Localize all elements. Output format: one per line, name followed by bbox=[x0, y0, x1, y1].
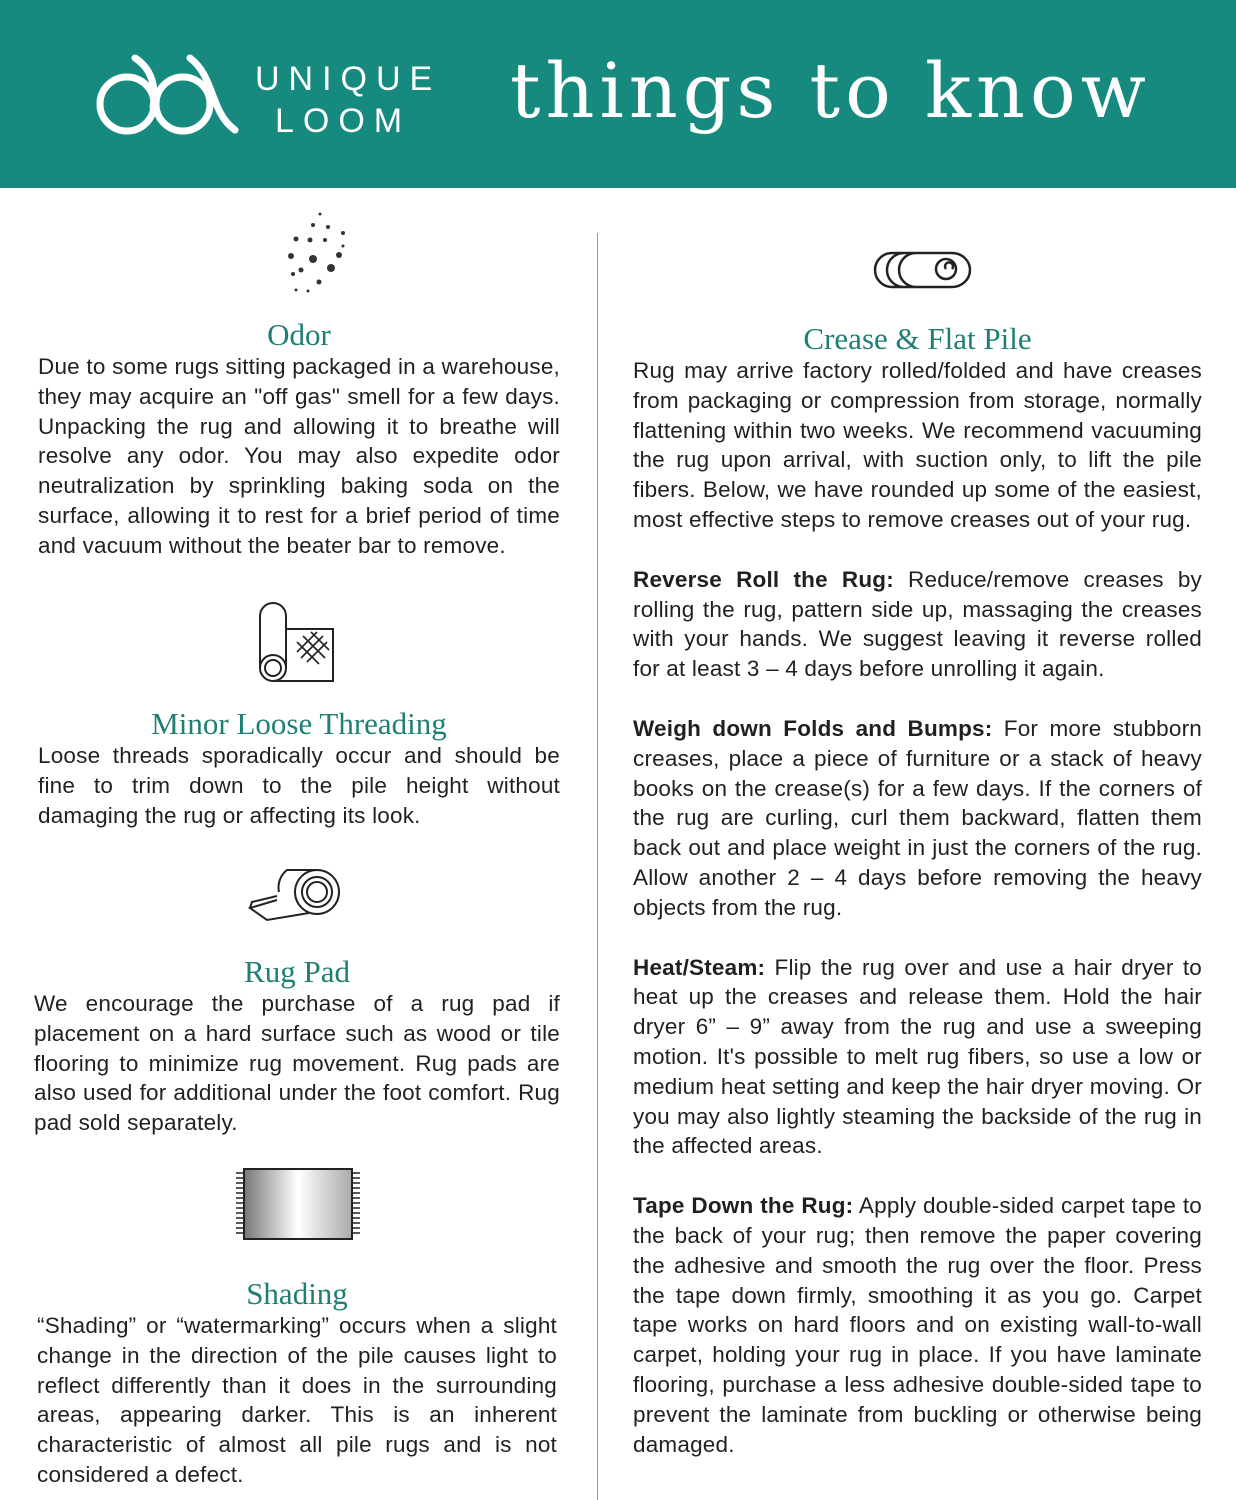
section-shading bbox=[37, 1277, 557, 1490]
column-divider bbox=[597, 233, 598, 1500]
section-heading: Crease & Flat Pile bbox=[803, 321, 1032, 356]
section-heading: Rug Pad bbox=[244, 954, 350, 989]
rug-thread-icon bbox=[257, 602, 337, 684]
section-body: We encourage the purchase of a rug pad if placement on a hard surface such as wood or tile flooring to minimize rug movement. Rug pads are also used for additional under the foot comfort. Rug pad sold separately. bbox=[34, 991, 560, 1136]
section-heading: Minor Loose Threading bbox=[151, 706, 447, 741]
header-banner bbox=[0, 0, 1236, 188]
section-body: “Shading” or “watermarking” occurs when a slight change in the direction of the pile causes light to reflect differently than it does in the surrounding areas, appearing darker. This is an inherent characteristic of almost all pile rugs and is not considered a defect. bbox=[37, 1313, 557, 1487]
dots-odor-icon bbox=[283, 210, 349, 296]
step-body: Reduce/remove creases by rolling the rug, pattern side up, massaging the creases with your hands. We suggest leaving it reverse rolled for at least 3 – 4 days before unrolling it again. bbox=[633, 566, 1202, 682]
brand-name bbox=[255, 58, 441, 142]
brand-line-2: LOOM bbox=[275, 102, 412, 140]
step-title: Weigh down Folds and Bumps: bbox=[633, 715, 993, 741]
section-heading: Shading bbox=[246, 1276, 348, 1311]
section-rug-pad bbox=[34, 955, 560, 1138]
step-body: Flip the rug over and use a hair dryer to heat up the creases and release them. Hold the hair dryer 6” – 9” away from the rug and use a sweeping motion. It's possible to melt rug fibers, so use a low or medium heat setting and keep the hair dryer moving. Or you may also lightly steaming the backside of the rug in the affected areas. bbox=[633, 954, 1202, 1159]
step-body: For more stubborn creases, place a piece of furniture or a stack of heavy books on the crease(s) for a few days. If the corners of the rug are curling, curl them backward, flatten them back out and place weight in just the corners of the rug. Allow another 2 – 4 days before removing the heavy objects from the rug. bbox=[633, 715, 1202, 920]
step-weigh-down bbox=[633, 714, 1202, 923]
section-heading: Odor bbox=[267, 317, 331, 352]
step-heat-steam bbox=[633, 953, 1202, 1162]
rug-shading-icon bbox=[234, 1167, 362, 1241]
rolled-rug-icon bbox=[872, 250, 974, 290]
section-intro: Rug may arrive factory rolled/folded and have creases from packaging or compression from storage, normally flattening within two weeks. We recommend vacuuming the rug upon arrival, with suction only, to lift the pile fibers. Below, we have rounded up some of the easiest, most effective steps to remove creases out of your rug. bbox=[633, 358, 1202, 532]
step-reverse-roll bbox=[633, 565, 1202, 684]
rug-pad-roll-icon bbox=[247, 868, 345, 922]
section-body: Due to some rugs sitting packaged in a warehouse, they may acquire an "off gas" smell for a few days. Unpacking the rug and allowing it to breathe will resolve any odor. You may also expedite odor neutralization by sprinkling baking soda on the surface, allowing it to rest for a brief period of time and vacuum without the beater bar to remove. bbox=[38, 354, 560, 558]
step-title: Heat/Steam: bbox=[633, 954, 766, 980]
section-crease-flat-pile bbox=[633, 322, 1202, 1459]
section-minor-loose-threading bbox=[38, 707, 560, 830]
section-odor bbox=[38, 318, 560, 561]
unique-loom-logo-icon bbox=[95, 52, 240, 137]
step-tape-down bbox=[633, 1191, 1202, 1459]
page-title: things to know bbox=[510, 46, 1151, 135]
step-title: Tape Down the Rug: bbox=[633, 1193, 854, 1219]
step-title: Reverse Roll the Rug: bbox=[633, 566, 894, 592]
brand-line-1: UNIQUE bbox=[255, 60, 442, 98]
step-body: Apply double-sided carpet tape to the back of your rug; then remove the paper covering the adhesive and smooth the rug over the floor. Press the tape down firmly, smoothing it as you go. Carpet tape works on hard floors and on existing wall-to-wall carpet, holding your rug in place. If you have laminate flooring, purchase a less adhesive double-sided tape to prevent the laminate from buckling or otherwise being damaged. bbox=[633, 1193, 1202, 1457]
section-body: Loose threads sporadically occur and should be fine to trim down to the pile height without damaging the rug or affecting its look. bbox=[38, 743, 560, 828]
